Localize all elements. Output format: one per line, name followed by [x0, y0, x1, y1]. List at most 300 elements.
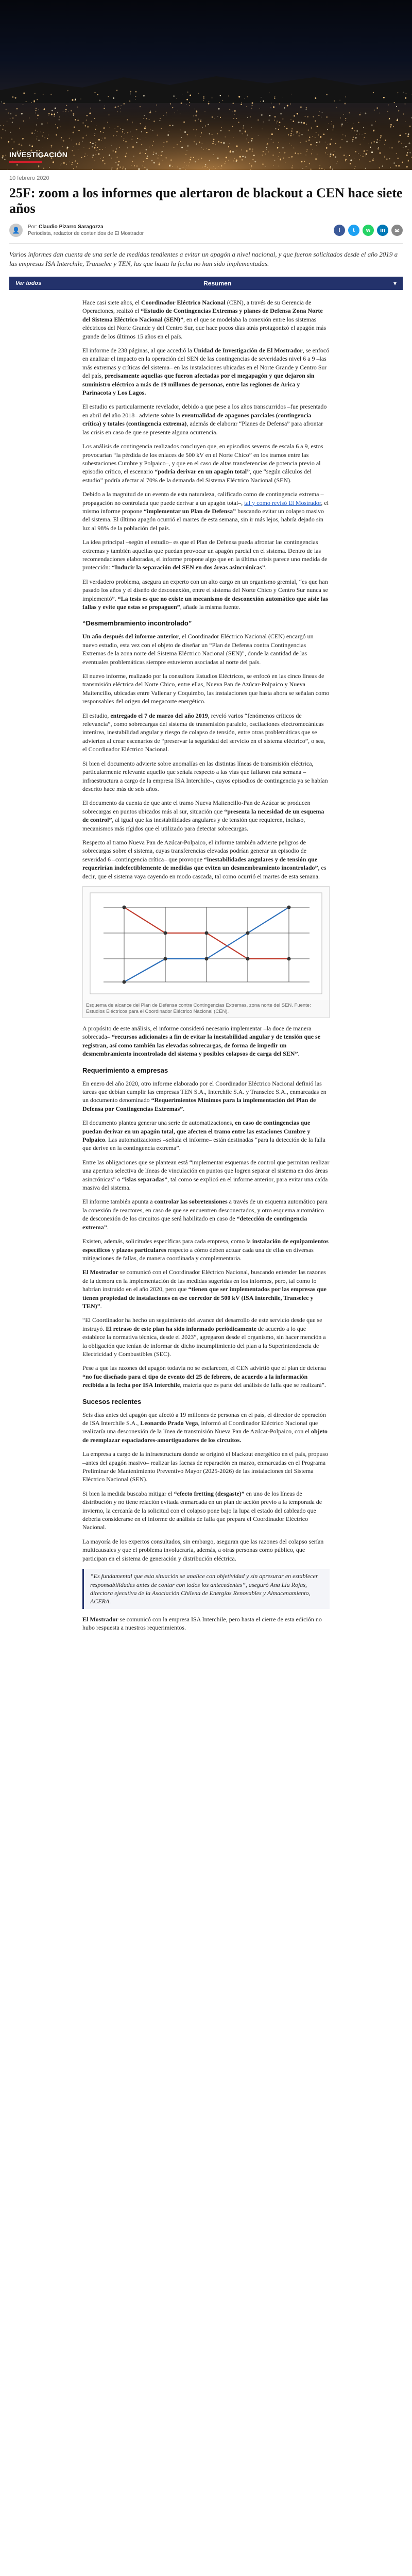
city-light — [383, 97, 385, 98]
city-light — [6, 109, 7, 110]
city-light — [236, 145, 238, 147]
summary-bar[interactable] — [9, 277, 403, 290]
city-light — [34, 102, 35, 103]
city-light — [181, 137, 182, 138]
city-light — [104, 137, 106, 139]
city-light — [162, 152, 163, 153]
city-light — [221, 165, 222, 166]
city-light — [50, 94, 52, 95]
city-light — [89, 148, 90, 149]
city-light — [19, 143, 20, 144]
city-light — [63, 140, 64, 142]
city-light — [186, 99, 188, 100]
city-light — [80, 98, 81, 99]
grid-diagram-image — [83, 887, 329, 1000]
city-light — [36, 108, 37, 109]
city-light — [133, 156, 134, 157]
article-link[interactable]: tal y como revisó El Mostrador — [244, 499, 321, 506]
paragraph: “El Coordinador ha hecho un seguimiento del avance del desarrollo de este servicio desde que se instruyó. El retraso de este plan ha sido informado periódicamente de acuerdo a lo que establece la normativa técnica, desde el 2023”, agregaron desde el organismo, sin hacer mención a la obligación que tenían de informar de dicho incumplimiento del plan a la Superintendencia de Electricidad y Combustibles (SEC). — [82, 1316, 326, 1358]
city-light — [279, 103, 280, 105]
city-light — [75, 119, 76, 121]
city-light — [293, 121, 294, 122]
city-light — [212, 97, 213, 98]
city-light — [51, 114, 53, 115]
city-light — [234, 110, 236, 112]
city-light — [242, 159, 243, 160]
paragraph: El estudio, entregado el 7 de marzo del año 2019, reveló varios “fenómenos críticos de relevancia”, como sobrecargas del sistema de transmisión paralelo, oscilaciones electromecánicas interárea, inestabilidad angular y riesgo de colapso de tensión, entre otras problemáticas que se advierten al crear escenarios de “preservar la seguridad del servicio en el sistema eléctrico”, o sea, el Coordinador Eléctrico Nacional. — [82, 711, 325, 753]
city-light — [409, 126, 410, 127]
paragraph: El verdadero problema, asegura un experto con un alto cargo en un organismo gremial, “es que han pasado los años y el diseño de desconexión, entre el sistema del Norte Chico y Centro Sur nunca se implementó”. “La tesis es que no existe un mecanismo de desconexión automático que aísle las fallas y evite que estas se propaguen”, añade la misma fuente. — [82, 578, 328, 611]
city-light — [369, 161, 371, 162]
city-light — [201, 158, 202, 159]
author-name[interactable]: Claudio Pizarro Saragozza — [39, 224, 104, 230]
city-light — [5, 155, 6, 156]
city-light — [44, 108, 45, 109]
city-light — [82, 141, 83, 142]
paragraph: La idea principal –según el estudio– es que el Plan de Defensa pueda afrontar las contingencias extremas y también aquellas que puedan provocar un apagón parcial en el sistema. Dentro de las recomendaciones elaboradas, el informe propone algo que en la última crisis parece uno medida de protección: “Inducir la separación del SEN en dos áreas asincrónicas”. — [82, 538, 328, 571]
city-light — [199, 142, 200, 143]
city-light — [291, 94, 292, 95]
city-light — [200, 120, 201, 121]
city-light — [92, 157, 94, 158]
city-light — [390, 124, 392, 126]
city-light — [370, 147, 371, 148]
city-light — [26, 101, 27, 102]
city-light — [254, 161, 256, 162]
city-light — [253, 155, 254, 156]
quote-text: “Es fundamental que esta situación se analice con objetividad y sin apresurar en establecer responsabilidades antes de contar con todos los antecedentes”, aseguró Ana Lía Rojas, directora ejecutiva de la Asociación Chilena de Energías Renovables y Almacenamiento, ACERA. — [90, 1572, 318, 1605]
city-light — [140, 153, 141, 154]
city-light — [242, 133, 243, 134]
city-light — [89, 112, 91, 114]
city-light — [295, 152, 296, 154]
city-light — [311, 168, 312, 170]
city-light — [132, 122, 133, 123]
city-light — [181, 147, 183, 148]
city-light — [307, 116, 308, 117]
city-light — [117, 106, 118, 107]
city-light — [321, 168, 322, 169]
city-light — [172, 107, 173, 108]
city-light — [98, 153, 99, 154]
city-light — [352, 141, 353, 142]
city-light — [248, 142, 249, 144]
city-light — [300, 153, 301, 154]
city-light — [252, 105, 253, 106]
city-light — [31, 132, 33, 134]
city-light — [195, 120, 196, 122]
city-light — [228, 96, 229, 97]
city-light — [140, 106, 141, 108]
city-light — [153, 162, 155, 163]
city-light — [373, 92, 374, 93]
city-light — [73, 168, 74, 169]
twitter-share-icon[interactable]: t — [348, 225, 359, 236]
city-light — [399, 134, 401, 136]
city-light — [108, 96, 109, 97]
city-light — [42, 135, 43, 137]
city-light — [341, 124, 343, 125]
city-light — [189, 102, 190, 103]
city-light — [195, 115, 197, 116]
city-light — [55, 108, 56, 109]
city-light — [327, 144, 328, 145]
city-light — [63, 111, 64, 112]
city-light — [408, 143, 410, 144]
paragraph: El nuevo informe, realizado por la consultora Estudios Eléctricos, se enfocó en las cinco líneas de transmisión eléctrica del Norte Chico, entre ellas, Nueva Pan de Azúcar-Polpaico y Nueva Maitencillo, ubicadas entre Vallenar y Coquimbo, las instalaciones que hasta ahora se señalan como responsables del origen del megacorte energético. — [82, 672, 330, 705]
email-share-icon[interactable]: ✉ — [391, 225, 403, 236]
city-light — [283, 158, 284, 159]
city-light — [36, 125, 37, 126]
city-light — [37, 114, 39, 116]
city-light — [306, 124, 307, 125]
city-light — [407, 152, 408, 153]
city-light — [251, 166, 252, 167]
city-light — [269, 115, 271, 116]
city-light — [406, 155, 408, 156]
city-light — [306, 107, 307, 109]
city-light — [195, 161, 196, 162]
city-light — [239, 130, 241, 131]
city-light — [291, 157, 292, 158]
city-light — [127, 147, 128, 148]
city-light — [201, 132, 202, 133]
facebook-share-icon[interactable]: f — [334, 225, 345, 236]
city-light — [196, 111, 198, 113]
city-light — [350, 160, 352, 161]
paragraph: En enero del año 2020, otro informe elaborado por el Coordinador Eléctrico Nacional definió las tareas que debían cumplir las empresas TEN S.A., Interchile S.A. y Transelec S.A., enmarcadas en un documento denominado “Requerimientos Mínimos para la implementación del Plan de Defensa por Contingencias Extremas”. — [82, 1079, 327, 1112]
city-light — [118, 161, 119, 162]
city-light — [220, 142, 222, 143]
city-light — [300, 142, 301, 143]
city-light — [23, 121, 24, 122]
city-light — [367, 150, 368, 151]
city-light — [2, 155, 4, 157]
city-light — [247, 134, 248, 135]
city-light — [282, 147, 283, 148]
city-light — [177, 166, 178, 167]
city-light — [330, 143, 331, 145]
city-light — [228, 146, 229, 147]
city-light — [161, 155, 162, 156]
city-light — [153, 121, 155, 122]
city-light — [303, 122, 305, 124]
paragraph: Si bien el documento advierte sobre anomalías en las distintas líneas de transmisión eléctrica, particularmente relevante aquello que señala respecto a las vías que fallaron esta semana –infraestructura a cargo de la empresa ISA Interchile–, cuyos episodios de contingencia ya se habían descrito hace más de seis años. — [82, 759, 328, 792]
city-light — [29, 145, 30, 146]
section-kicker[interactable]: INVESTIGACIÓN — [9, 150, 68, 159]
city-light — [187, 134, 188, 135]
city-light — [71, 110, 72, 111]
city-light — [152, 130, 153, 131]
city-light — [352, 139, 354, 141]
paragraph: Respecto al tramo Nueva Pan de Azúcar-Polpaico, el informe también advierte peligros de sobrecargas sobre el sistema, cuyas transferencias elevadas podrían generar un episodio de severidad 6 –contingencia crítica– que provoque “inestabilidades angulares y de tensión que requerirían indefectiblemente de medidas que eviten un desmembramiento incontrolado”, es decir, que el sistema vaya cayendo en modo cascada, tal como ocurrió el martes de esta semana. — [82, 838, 327, 880]
city-light — [396, 153, 397, 154]
city-light — [308, 129, 309, 130]
city-light — [59, 120, 60, 121]
city-light — [37, 118, 38, 119]
city-light — [166, 112, 167, 113]
city-light — [172, 166, 173, 167]
city-light — [160, 118, 161, 119]
city-light — [398, 142, 399, 143]
city-light — [217, 133, 218, 134]
city-light — [99, 99, 100, 101]
city-light — [213, 139, 215, 140]
city-light — [273, 142, 274, 143]
paragraph: Si bien la medida buscaba mitigar el “efecto fretting (desgaste)” en uno de los líneas de distribución y no tiene relación evitada enmarcada en un plan de acción previo a la temporada de invierno, la cercanía de la solicitud con el colapso pone bajo la lupa el estado del cableado que debería considerarse en el informe de análisis de falla que prepara el Coordinador Eléctrico Nacional. — [82, 1489, 322, 1531]
city-light — [184, 162, 185, 163]
city-light — [115, 151, 116, 152]
city-light — [195, 135, 196, 136]
city-light — [209, 149, 210, 150]
chevron-down-icon[interactable]: ▾ — [393, 280, 397, 287]
city-light — [108, 122, 109, 123]
city-light — [161, 151, 163, 152]
city-light — [251, 138, 253, 140]
city-light — [144, 167, 146, 168]
city-light — [95, 129, 96, 130]
city-light — [174, 147, 175, 148]
city-light — [1, 125, 2, 126]
city-light — [173, 95, 175, 97]
city-light — [129, 100, 131, 102]
city-light — [211, 134, 212, 135]
report-figure[interactable] — [82, 886, 330, 1018]
city-light — [104, 163, 105, 164]
city-light — [74, 155, 75, 156]
city-light — [316, 142, 318, 143]
city-light — [143, 118, 144, 119]
city-light — [301, 122, 302, 123]
city-light — [215, 144, 216, 145]
city-light — [16, 108, 18, 110]
city-light — [13, 141, 14, 142]
city-light — [313, 116, 314, 117]
city-light — [297, 113, 298, 114]
city-light — [185, 155, 186, 156]
city-light — [11, 139, 12, 140]
city-light — [144, 127, 146, 129]
city-light — [345, 120, 346, 121]
city-light — [169, 125, 171, 126]
city-light — [177, 144, 178, 145]
city-light — [132, 146, 134, 148]
city-light — [234, 114, 235, 115]
paragraph: Los análisis de contingencia realizados concluyen que, en episodios severos de escala 6 a 9, estos provocarían “la pérdida de los enlaces de 500 kV en el Norte Chico” en los tramos entre las subestaciones Cumbre y Polpaico–, y que en el caso de altas transferencias de potencia previo al episodio crítico, el escenario “podría derivar en un apagón total”, que “según cálculos del estudio” podría afectar al 70% de la demanda del Sistema Eléctrico Nacional (SEN). — [82, 443, 323, 484]
city-light — [104, 127, 105, 128]
city-light — [376, 139, 378, 141]
city-light — [146, 118, 147, 120]
city-light — [356, 130, 358, 132]
city-light — [282, 118, 283, 120]
city-light — [5, 130, 6, 131]
city-light — [140, 123, 141, 124]
author-avatar-icon[interactable]: 👤 — [9, 224, 23, 237]
city-light — [141, 144, 142, 145]
city-light — [345, 118, 346, 119]
city-light — [388, 105, 389, 106]
city-light — [109, 155, 110, 156]
city-light — [384, 156, 385, 157]
city-light — [306, 151, 307, 152]
city-light — [79, 142, 80, 143]
city-light — [225, 161, 226, 162]
city-light — [245, 156, 246, 158]
city-light — [130, 131, 131, 132]
city-light — [117, 168, 118, 169]
city-light — [365, 113, 366, 114]
city-light — [407, 160, 409, 162]
city-light — [47, 138, 48, 139]
city-light — [382, 165, 384, 167]
city-light — [91, 121, 92, 123]
paragraph: A propósito de este análisis, el informe consideró necesario implementar –la doce de manera sobrecada– “recursos adicionales a fin de evitar la inestabilidad angular y de tensión que se registran, así como también las elevadas sobrecargas, de forma de impedir un desmembramiento incontrolado del sistema y posibles colapsos de carga del SEN”. — [82, 1024, 321, 1058]
author-info — [28, 224, 144, 237]
city-light — [220, 95, 221, 96]
city-light — [102, 160, 104, 161]
city-light — [243, 125, 245, 127]
city-light — [116, 131, 117, 132]
city-light — [345, 96, 346, 97]
city-light — [181, 103, 182, 104]
city-light — [371, 142, 372, 143]
city-light — [145, 153, 146, 154]
city-light — [274, 96, 276, 97]
city-light — [193, 129, 194, 130]
city-light — [146, 149, 147, 150]
city-light — [230, 151, 231, 152]
city-light — [102, 149, 103, 150]
city-light — [123, 166, 124, 167]
city-light — [278, 142, 279, 143]
city-light — [103, 157, 104, 158]
article-lead: Varios informes dan cuenta de una serie de medidas tendientes a evitar un apagón a nivel nacional, y que fueron solicitados desde el año 2019 a las empresas ISA Interchile, Transelec y TEN, las que hasta la fecha no han sido implementadas. — [9, 250, 398, 267]
city-light — [196, 129, 197, 130]
city-light — [326, 147, 328, 149]
city-light — [67, 90, 68, 91]
city-light — [225, 163, 226, 164]
share-buttons — [334, 225, 403, 236]
city-light — [35, 130, 36, 131]
city-light — [287, 105, 288, 106]
city-light — [12, 122, 13, 123]
city-light — [153, 151, 154, 152]
city-light — [163, 142, 164, 143]
whatsapp-share-icon[interactable]: w — [363, 225, 374, 236]
city-light — [346, 141, 348, 142]
city-light — [111, 145, 112, 146]
city-light — [345, 135, 346, 137]
city-light — [37, 99, 38, 100]
city-light — [114, 128, 115, 129]
city-light — [127, 119, 128, 120]
city-light — [115, 162, 116, 163]
city-light — [309, 137, 310, 138]
city-light — [72, 150, 73, 151]
city-light — [278, 156, 279, 157]
city-light — [391, 147, 393, 148]
city-light — [252, 103, 253, 104]
paragraph: Existen, además, solicitudes específicas para cada empresa, como la instalación de equipamientos específicos y plazos particulares respecto a cómo deben actuar cada una de ellas en diversas mitigaciones de fallas, de manera coordinada y complementaria. — [82, 1238, 329, 1262]
city-light — [124, 138, 125, 139]
paragraph: El informe también apunta a controlar las sobretensiones a través de un esquema automático para la conexión de reactores, en caso de que se encuentren desconectados, y otro esquema automático de desconexión de los circuitos que será habilitado en caso de “detección de contingencia extrema”. — [82, 1198, 328, 1231]
paragraph: El estudio es particularmente revelador, debido a que pese a los años transcurridos –fue presentado en abril del año 2018– advierte sobre la eventualidad de apagones parciales (contingencia crítica) y totales (contingencia extrema), además de elaborar “Planes de Defensa” para afrontar las crisis en caso de que se presente alguna ocurrencia. — [82, 403, 327, 436]
city-light — [198, 159, 199, 160]
city-light — [96, 150, 97, 151]
city-light — [330, 166, 331, 167]
city-light — [309, 163, 310, 164]
city-light — [48, 113, 50, 114]
city-light — [345, 159, 346, 160]
city-light — [318, 115, 319, 116]
city-light — [215, 168, 216, 169]
city-light — [134, 165, 135, 166]
city-light — [290, 104, 291, 105]
city-light — [10, 113, 11, 114]
city-light — [117, 111, 118, 112]
city-light — [147, 156, 148, 157]
city-light — [323, 133, 325, 135]
city-light — [87, 126, 89, 128]
city-light — [245, 131, 246, 132]
city-light — [315, 137, 316, 138]
city-light — [113, 150, 114, 151]
city-light — [218, 108, 220, 110]
city-light — [339, 100, 340, 101]
city-light — [349, 155, 350, 156]
city-light — [401, 143, 402, 144]
city-light — [294, 134, 295, 135]
city-light — [265, 154, 266, 155]
city-light — [81, 157, 82, 158]
city-light — [82, 122, 83, 123]
summary-left-label[interactable]: Ver todos — [15, 280, 42, 286]
city-light — [15, 115, 17, 116]
city-light — [94, 92, 95, 93]
city-light — [44, 138, 45, 139]
city-light — [311, 154, 312, 155]
city-light — [1, 138, 2, 139]
city-light — [176, 98, 177, 99]
city-light — [95, 144, 96, 145]
city-light — [94, 118, 95, 119]
city-light — [66, 148, 67, 149]
city-light — [405, 146, 407, 147]
city-light — [99, 149, 100, 150]
city-light — [187, 92, 188, 93]
city-light — [342, 134, 343, 135]
city-light — [1, 101, 2, 103]
linkedin-share-icon[interactable]: in — [377, 225, 388, 236]
city-light — [336, 107, 337, 108]
city-light — [284, 107, 285, 109]
city-light — [291, 128, 293, 130]
city-light — [229, 130, 230, 131]
city-light — [86, 135, 87, 136]
city-light — [304, 116, 305, 117]
city-light — [21, 145, 22, 146]
city-light — [365, 168, 367, 170]
city-light — [111, 158, 112, 159]
publish-date: 10 febrero 2020 — [9, 175, 49, 181]
city-light — [229, 109, 230, 110]
city-light — [184, 131, 186, 133]
city-light — [51, 147, 52, 148]
city-light — [167, 134, 169, 136]
city-light — [319, 167, 320, 168]
city-light — [349, 112, 350, 113]
city-light — [92, 146, 93, 147]
